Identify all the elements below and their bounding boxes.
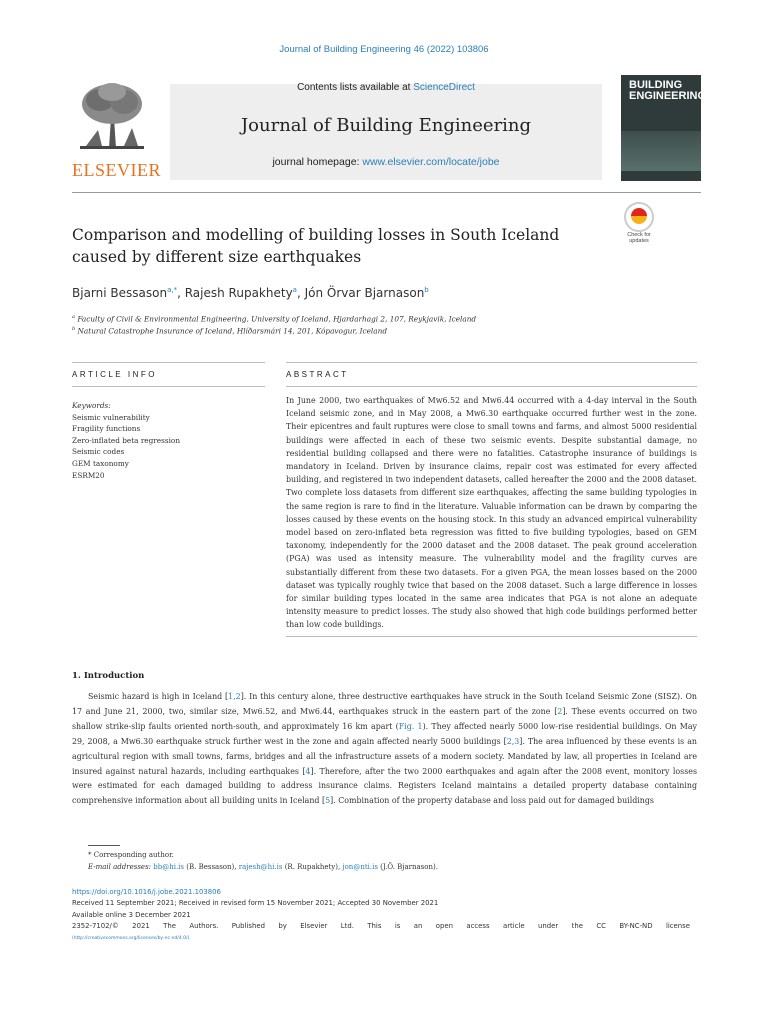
journal-masthead [72,72,707,184]
homepage-prefix: journal homepage: [272,156,363,168]
author-list: Bjarni Bessason$^{a,*}$, Rajesh Rupakhety$^a$, Jón Örvar Bjarnason$^b$ [72,286,429,300]
journal-cover-image[interactable] [621,75,707,181]
article-title: Comparison and modelling of building losses in South Iceland caused by different size earthquakes [72,226,560,266]
affiliation-mark: a [72,314,75,320]
intro-text: ]. These events occurred on two shallow strike-slip faults oriented north-south, and approximately 16 km apart ( [72,706,697,731]
citation-link[interactable]: 1,2 [228,692,241,701]
intro-text: ]. The area influenced by these events is an agricultural region with small towns, farms, bridges and all the infrastructure assets of a modern society. Mandated by law, all properties in Iceland are insured against natural hazards, including earthquakes [ [72,736,697,776]
author-affiliation-mark[interactable]: b [424,286,429,294]
footnotes [88,850,438,873]
check-for-updates-badge[interactable] [620,202,658,244]
email-link[interactable]: bb@hi.is [153,862,185,871]
affiliation-text: Faculty of Civil & Environmental Engineering, University of Iceland, Hjardarhagi 2, 107, Reykjavik, Iceland [77,314,477,324]
check-updates-label: Check for updates [627,232,651,244]
intro-text: Seismic hazard is high in Iceland [ [88,692,229,701]
intro-text: ]. Combination of the property database and loss paid out for damaged buildings [330,796,654,806]
elsevier-tree-icon [76,80,148,150]
affiliation-item [72,324,476,336]
check-updates-icon [624,202,654,232]
doi-link[interactable]: https://doi.org/10.1016/j.jobe.2021.103806 [72,888,221,896]
email-owner: (J.Ö. Bjarnason). [377,862,438,871]
article-info-heading: ARTICLE INFO [72,370,157,379]
figure-link[interactable]: Fig. 1 [398,721,423,731]
introduction-paragraph [72,690,697,809]
keyword-item: ESRM20 [72,470,105,480]
affiliation-text: Natural Catastrophe Insurance of Iceland, Hlíðarsmári 14, 201, Kópavogur, Iceland [77,326,387,336]
introduction-heading: 1. Introduction [72,671,145,681]
citation-link[interactable]: 2 [557,706,563,716]
abstract-rule-bottom [286,636,697,637]
cover-artwork [621,131,701,171]
keywords-list [72,400,180,481]
sciencedirect-link[interactable]: ScienceDirect [413,82,475,93]
email-owner: (R. Rupakhety), [282,862,343,871]
masthead-center-panel [170,84,602,180]
citation-link[interactable]: 5 [325,796,331,806]
author-name[interactable]: Rajesh Rupakhety [184,286,293,300]
contents-availability [170,82,602,93]
intro-text: ]. Therefore, after the two 2000 earthquakes and again after the 2008 event, monitory losses were estimated for each damaged building to address insurance claims. Registers Iceland maintains a detailed property database containing comprehensive information about all building units in Iceland [ [72,766,697,806]
abstract-rule-top [286,362,697,363]
keyword-item: Fragility functions [72,424,141,434]
abstract-rule [286,386,697,387]
author-name[interactable]: Jón Örvar Bjarnason [304,286,425,300]
intro-text: ]. In this century alone, three destructive earthquakes have struck in the South Iceland Seismic Zone (SISZ). On 17 and June 21, 2000, two, similar size, Mw6.52, and Mw6.44, earthquakes struck in the eastern part of the zone [ [72,692,697,716]
email-addresses [88,862,438,874]
license-statement: 2352-7102/© 2021 The Authors. Published by Elsevier Ltd. This is an open access article under the CC BY-NC-ND license [72,922,690,931]
email-owner: (B. Bessason), [184,862,239,871]
email-label: E-mail addresses: [88,862,154,871]
abstract-heading: ABSTRACT [286,370,349,379]
email-link[interactable]: rajesh@hi.is [238,862,283,871]
affiliation-item [72,312,476,324]
license-link[interactable]: (http://creativecommons.org/licenses/by-nc-nd/4.0/). [72,935,191,941]
affiliation-mark: b [72,326,76,333]
elsevier-wordmark: ELSEVIER [72,160,161,180]
affiliations [72,312,476,337]
citation-link[interactable]: 2,3 [506,736,520,746]
abstract-text: In June 2000, two earthquakes of Mw6.52 and Mw6.44 occurred with a 4-day interval in the South Iceland seismic zone, and in May 2008, a Mw6.30 earthquake occurred further west in the zone. Their epicentres and fault ruptures were close to small towns and farms, and almost 5000 residential buildings were affected in each of these two seismic events. Despite substantial damage, no residential building collapsed and there were no fatalities. Catastrophe insurance of buildings is mandatory in Iceland. Driven by insurance claims, repair cost was estimated for every affected building, and registered in two independent datasets, called hereafter the 2000 and the 2008 dataset. Two complete loss datasets from different size earthquakes, affecting the same building typologies in the same region is rare to find in the literature. Valuable information can be drawn by comparing the losses caused by these events on the housing stock. In this study an advanced empirical vulnerability model based on zero-inflated beta regression was fitted to five building typologies, based on GEM taxonomy, independently for the 2000 dataset and the 2008 dataset. The peak ground acceleration (PGA) was used as intensity measure. The vulnerability model and the fragility curves are substantially different from these two datasets. For a given PGA, the mean losses based on the 2000 dataset was typically roughly twice that based on the 2008 dataset. Such a large difference in losses for similar building types located in the same area indicates that PGA is not alone an adequate intensity measure to predict losses. The study also showed that high code buildings performed better than low code buildings. [286,396,697,630]
elsevier-logo[interactable] [72,80,161,180]
journal-citation-header[interactable]: Journal of Building Engineering 46 (2022) 103806 [279,44,489,55]
keyword-item: Seismic codes [72,447,125,457]
received-dates: Received 11 September 2021; Received in revised form 15 November 2021; Accepted 30 November 2021 [72,899,439,908]
keywords-label: Keywords: [72,401,111,410]
email-link[interactable]: jon@nti.is [342,862,378,871]
article-info-rule [72,386,265,387]
corresponding-author-note: * Corresponding author. [88,851,174,859]
keyword-item: Seismic vulnerability [72,412,150,422]
article-info-rule-top [72,362,265,363]
author-affiliation-mark[interactable]: a [292,286,297,294]
available-online: Available online 3 December 2021 [72,910,191,919]
citation-link[interactable]: 4 [305,766,311,776]
masthead-divider [72,192,701,193]
journal-title: Journal of Building Engineering [240,115,532,136]
author-affiliation-mark[interactable]: a,* [167,286,178,294]
journal-homepage [170,156,602,168]
keyword-item: Zero-inflated beta regression [72,435,181,445]
cover-title: BUILDING ENGINEERING [629,79,707,102]
intro-text: ). They affected nearly 5000 low-rise residential buildings. On May 29, 2008, a Mw6.30 earthquake struck further west in the zone and again affected nearly 5000 buildings [ [72,721,697,746]
contents-prefix: Contents lists available at [297,82,414,93]
journal-homepage-link[interactable]: www.elsevier.com/locate/jobe [362,156,500,168]
footnote-rule [88,845,120,846]
keyword-item: GEM taxonomy [72,458,129,468]
article-metadata [72,887,690,944]
author-name[interactable]: Bjarni Bessason [72,286,168,300]
